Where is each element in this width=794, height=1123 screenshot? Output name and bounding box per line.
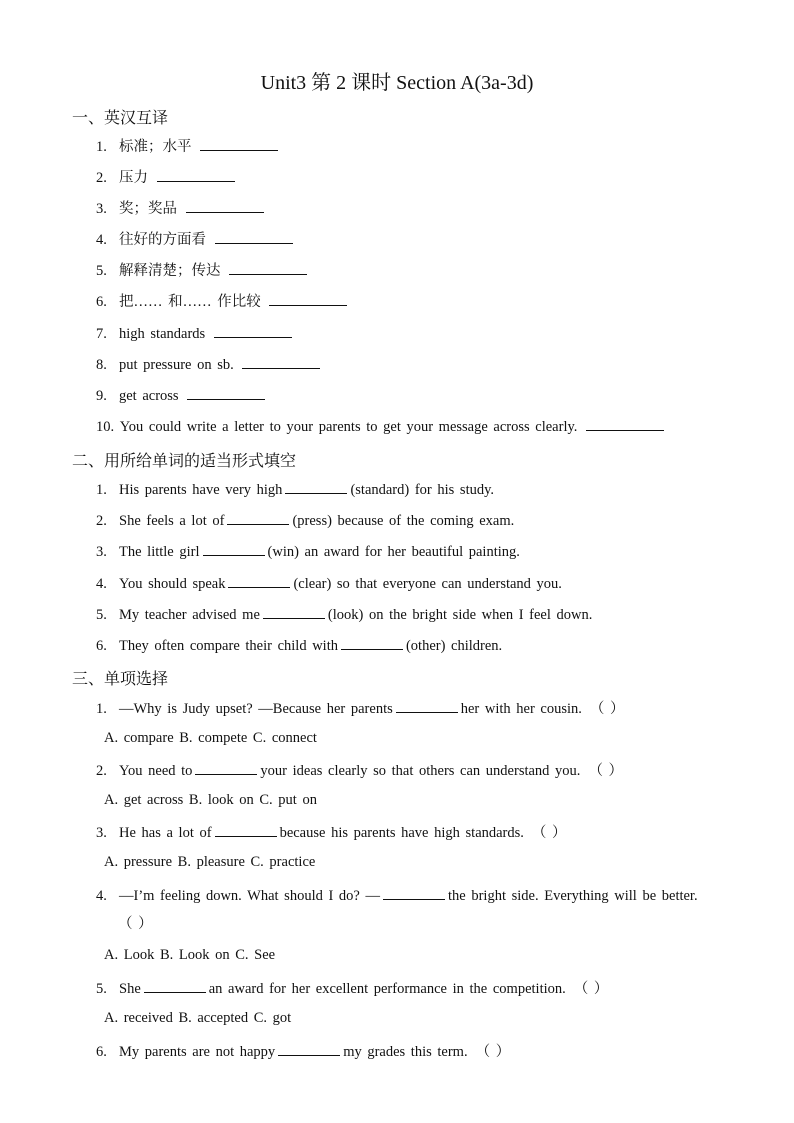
answer-blank[interactable] (269, 291, 347, 306)
item-number: 6. (96, 1044, 107, 1060)
s3-item-4-paren-line (118, 914, 153, 934)
s3-item-5-options: A. received B. accepted C. got (104, 1010, 292, 1026)
item-text-before: —Why is Judy upset? —Because her parents (119, 701, 393, 717)
item-text: 标准；水平 (119, 139, 192, 155)
section-2-heading: 二、用所给单词的适当形式填空 (72, 453, 297, 470)
answer-blank[interactable] (195, 760, 257, 775)
item-text-after: (other) children. (405, 638, 503, 654)
s1-item-6 (96, 291, 350, 312)
answer-blank[interactable] (187, 385, 265, 400)
item-number: 6. (96, 638, 107, 654)
item-text-after: (press) because of the coming exam. (292, 513, 515, 529)
answer-blank[interactable] (341, 635, 403, 650)
s1-item-4 (96, 229, 296, 250)
s1-item-7 (96, 323, 295, 344)
item-text-before: You need to (119, 763, 193, 779)
item-number: 9. (96, 388, 107, 404)
s1-item-5 (96, 260, 310, 281)
item-text-after: (look) on the bright side when I feel down. (327, 607, 593, 623)
item-number: 8. (96, 357, 107, 373)
s3-item-5 (96, 978, 608, 999)
item-text-before: She (119, 981, 141, 997)
s3-item-2-options: A. get across B. look on C. put on (104, 792, 317, 808)
item-text-before: They often compare their child with (119, 638, 338, 654)
item-number: 5. (96, 607, 107, 623)
item-number: 3. (96, 201, 107, 217)
item-text: high standards (119, 326, 206, 342)
s1-item-3 (96, 198, 267, 219)
answer-blank[interactable] (396, 698, 458, 713)
s3-item-3 (96, 822, 567, 843)
item-text: 压力 (119, 170, 148, 186)
s2-item-5 (96, 604, 592, 625)
item-text-before: The little girl (119, 544, 200, 560)
item-number: 2. (96, 513, 107, 529)
item-text-after: an award for her excellent performance in the competition. (208, 981, 566, 997)
item-number: 6. (96, 294, 107, 310)
s3-item-3-options: A. pressure B. pleasure C. practice (104, 854, 316, 870)
s3-item-4-options: A. Look B. Look on C. See (104, 947, 276, 963)
s3-item-2 (96, 760, 623, 781)
worksheet-title: Unit3 第 2 课时 Section A(3a-3d) (260, 72, 534, 94)
s3-item-1 (96, 698, 625, 719)
answer-blank[interactable] (203, 541, 265, 556)
item-text-before: My teacher advised me (119, 607, 260, 623)
answer-blank[interactable] (215, 229, 293, 244)
item-number: 1. (96, 139, 107, 155)
answer-blank[interactable] (186, 198, 264, 213)
section-3-heading: 三、单项选择 (72, 671, 169, 688)
item-text-after: (win) an award for her beautiful painting. (267, 544, 520, 560)
s1-item-10 (96, 416, 667, 437)
item-text: 解释清楚；传达 (119, 263, 221, 279)
answer-blank[interactable] (144, 978, 206, 993)
item-number: 3. (96, 544, 107, 560)
item-text-before: —I’m feeling down. What should I do? — (119, 888, 380, 904)
s1-item-1 (96, 136, 281, 157)
answer-blank[interactable] (586, 416, 664, 431)
item-number: 2. (96, 170, 107, 186)
item-text: put pressure on sb. (119, 357, 234, 373)
item-text: You could write a letter to your parents to get your message across clearly. (119, 419, 578, 435)
answer-parentheses[interactable]: （ ） (118, 916, 153, 932)
item-text-after: because his parents have high standards. (279, 825, 524, 841)
item-text-before: You should speak (119, 576, 226, 592)
item-text-before: He has a lot of (119, 825, 212, 841)
item-number: 10. (96, 419, 115, 435)
item-number: 1. (96, 701, 107, 717)
answer-parentheses[interactable]: （ ） (588, 763, 624, 779)
item-text-before: My parents are not happy (119, 1044, 276, 1060)
section-1-heading: 一、英汉互译 (72, 110, 169, 127)
item-number: 3. (96, 825, 107, 841)
item-text: 奖；奖品 (119, 201, 177, 217)
answer-blank[interactable] (278, 1041, 340, 1056)
item-text-before: She feels a lot of (119, 513, 225, 529)
answer-parentheses[interactable]: （ ） (531, 825, 567, 841)
item-text-after: (clear) so that everyone can understand you. (293, 576, 562, 592)
answer-parentheses[interactable]: （ ） (573, 981, 609, 997)
s1-item-8 (96, 354, 323, 375)
s2-item-6 (96, 635, 502, 656)
s2-item-1 (96, 479, 494, 500)
answer-blank[interactable] (285, 479, 347, 494)
s2-item-4 (96, 573, 562, 594)
answer-blank[interactable] (227, 510, 289, 525)
item-text-after: your ideas clearly so that others can understand you. (260, 763, 581, 779)
answer-blank[interactable] (215, 822, 277, 837)
item-text: get across (119, 388, 179, 404)
s3-item-1-options: A. compare B. compete C. connect (104, 730, 317, 746)
answer-blank[interactable] (157, 167, 235, 182)
answer-blank[interactable] (263, 604, 325, 619)
item-number: 4. (96, 576, 107, 592)
item-text-after: my grades this term. (343, 1044, 468, 1060)
item-number: 4. (96, 888, 107, 904)
item-text-after: the bright side. Everything will be better. (448, 888, 698, 904)
s2-item-2 (96, 510, 514, 531)
s1-item-9 (96, 385, 268, 406)
item-text-before: His parents have very high (119, 482, 283, 498)
item-number: 2. (96, 763, 107, 779)
s2-item-3 (96, 541, 520, 562)
answer-blank[interactable] (228, 573, 290, 588)
item-text: 往好的方面看 (119, 232, 206, 248)
answer-blank[interactable] (229, 260, 307, 275)
answer-parentheses[interactable]: （ ） (589, 701, 625, 717)
answer-blank[interactable] (214, 323, 292, 338)
item-number: 5. (96, 263, 107, 279)
s1-item-2 (96, 167, 238, 188)
item-number: 1. (96, 482, 107, 498)
item-number: 5. (96, 981, 107, 997)
s3-item-6 (96, 1041, 510, 1062)
s3-item-4 (96, 885, 698, 906)
item-text-after: her with her cousin. (460, 701, 582, 717)
answer-blank[interactable] (200, 136, 278, 151)
answer-blank[interactable] (242, 354, 320, 369)
item-text-after: (standard) for his study. (350, 482, 495, 498)
item-number: 4. (96, 232, 107, 248)
answer-parentheses[interactable]: （ ） (475, 1044, 511, 1060)
item-number: 7. (96, 326, 107, 342)
answer-blank[interactable] (383, 885, 445, 900)
item-text: 把…… 和…… 作比较 (119, 294, 261, 310)
